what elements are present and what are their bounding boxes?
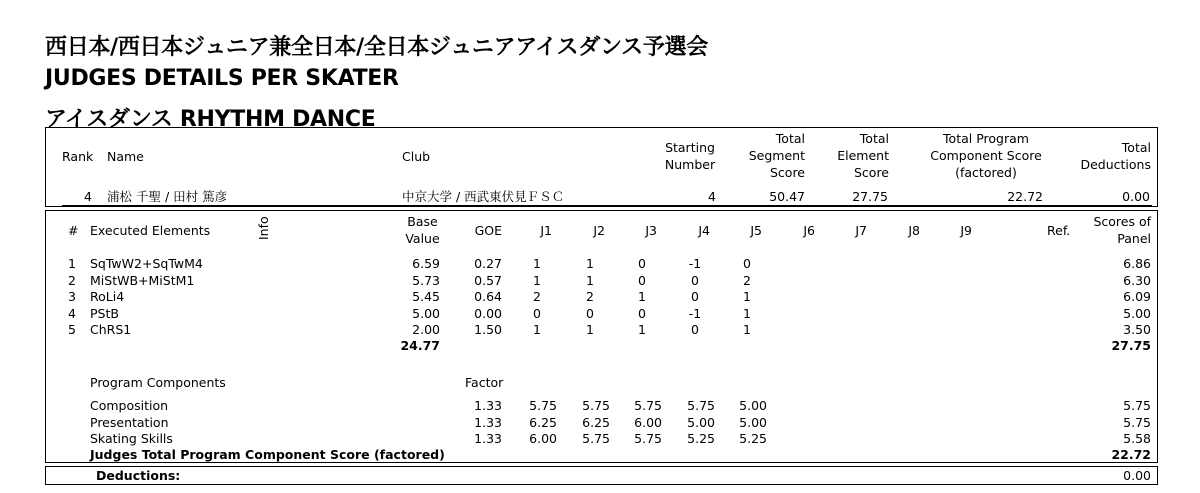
report-title: JUDGES DETAILS PER SKATER <box>45 66 399 91</box>
element-goe: 0.57 <box>474 272 502 288</box>
element-j1-score: 2 <box>533 289 541 305</box>
element-j1-score: 1 <box>533 272 541 288</box>
deductions-footer-value: 0.00 <box>1123 468 1151 483</box>
component-panel-score: 5.58 <box>1123 431 1151 447</box>
element-base-value: 6.59 <box>412 256 440 271</box>
deductions-box <box>45 466 1158 485</box>
component-factor: 1.33 <box>474 398 502 413</box>
element-j5-score: 0 <box>743 256 751 271</box>
j3-header: J3 <box>645 223 657 238</box>
segment-title: アイスダンス RHYTHM DANCE <box>45 107 376 132</box>
judges-total-value: 22.72 <box>1111 447 1151 462</box>
element-base-value: 5.45 <box>412 289 440 305</box>
element-j5-score: 1 <box>743 322 751 338</box>
component-j2-score: 5.75 <box>582 431 610 447</box>
event-title: 西日本/西日本ジュニア兼全日本/全日本ジュニアアイスダンス予選会 <box>45 35 708 60</box>
element-goe: 1.50 <box>474 322 502 338</box>
element-j1-score: 0 <box>533 305 541 321</box>
skater-starting-number: 4 <box>708 189 716 204</box>
skater-tss: 50.47 <box>769 189 805 204</box>
element-j3-score: 0 <box>638 305 646 321</box>
scores-of-panel-header: Scores of Panel <box>1093 214 1151 246</box>
starting-number-label: Starting Number <box>664 140 716 172</box>
element-panel-score: 6.30 <box>1123 272 1151 288</box>
rank-label: Rank <box>62 149 94 164</box>
component-name: Composition <box>90 398 169 413</box>
skater-deductions: 0.00 <box>1122 189 1150 204</box>
j7-header: J7 <box>855 223 867 238</box>
element-goe: 0.27 <box>474 256 502 271</box>
deductions-footer-label: Deductions: <box>96 468 181 483</box>
component-j3-score: 6.00 <box>634 414 662 430</box>
tes-label: Total Element Score <box>837 131 889 180</box>
club-label: Club <box>402 149 431 164</box>
name-label: Name <box>107 149 144 164</box>
element-j2-score: 2 <box>586 289 594 305</box>
skater-club: 中京大学 / 西武東伏見ＦＳＣ <box>402 189 565 204</box>
j8-header: J8 <box>908 223 920 238</box>
component-j5-score: 5.00 <box>739 414 767 430</box>
element-name: ChRS1 <box>90 322 132 338</box>
element-j3-score: 0 <box>638 272 646 288</box>
goe-header: GOE <box>474 223 502 238</box>
component-j1-score: 6.00 <box>529 431 557 447</box>
element-goe: 0.00 <box>474 305 502 321</box>
component-j1-score: 5.75 <box>529 398 557 413</box>
j5-header: J5 <box>750 223 762 238</box>
component-j3-score: 5.75 <box>634 398 662 413</box>
component-factor: 1.33 <box>474 414 502 430</box>
j2-header: J2 <box>593 223 605 238</box>
component-name: Skating Skills <box>90 431 173 447</box>
j1-header: J1 <box>540 223 552 238</box>
pcs-label: Total Program Component Score (factored) <box>930 131 1042 180</box>
deductions-label: Total Deductions <box>1080 140 1151 172</box>
element-j2-score: 1 <box>586 322 594 338</box>
base-value-total: 24.77 <box>400 338 440 353</box>
element-panel-score: 5.00 <box>1123 305 1151 321</box>
element-number: 4 <box>68 305 76 321</box>
component-j1-score: 6.25 <box>529 414 557 430</box>
element-base-value: 5.00 <box>412 305 440 321</box>
component-j4-score: 5.25 <box>687 431 715 447</box>
element-name: SqTwW2+SqTwM4 <box>90 256 203 271</box>
component-j3-score: 5.75 <box>634 431 662 447</box>
elements-panel-total: 27.75 <box>1111 338 1151 353</box>
element-j2-score: 1 <box>586 256 594 271</box>
element-base-value: 2.00 <box>412 322 440 338</box>
judges-total-underline <box>90 462 404 463</box>
element-j4-score: 0 <box>691 289 699 305</box>
j9-header: J9 <box>960 223 972 238</box>
element-j4-score: 0 <box>691 322 699 338</box>
element-panel-score: 6.86 <box>1123 256 1151 271</box>
ref-header: Ref. <box>1047 223 1071 238</box>
element-j3-score: 0 <box>638 256 646 271</box>
executed-elements-header: Executed Elements <box>90 223 211 238</box>
element-number: 5 <box>68 322 76 338</box>
program-components-header: Program Components <box>90 375 226 390</box>
component-factor: 1.33 <box>474 431 502 447</box>
element-j3-score: 1 <box>638 322 646 338</box>
element-j1-score: 1 <box>533 256 541 271</box>
element-j2-score: 1 <box>586 272 594 288</box>
j6-header: J6 <box>803 223 815 238</box>
component-j4-score: 5.00 <box>687 414 715 430</box>
info-header: Info <box>256 216 271 240</box>
component-j5-score: 5.25 <box>739 431 767 447</box>
element-j3-score: 1 <box>638 289 646 305</box>
base-value-header: Base Value <box>405 214 440 246</box>
element-number-header: # <box>68 223 79 238</box>
skater-pcs: 22.72 <box>1007 189 1043 204</box>
element-panel-score: 6.09 <box>1123 289 1151 305</box>
element-j4-score: -1 <box>688 305 702 321</box>
j4-header: J4 <box>698 223 710 238</box>
element-number: 2 <box>68 272 76 288</box>
element-number: 1 <box>68 256 76 271</box>
component-j2-score: 6.25 <box>582 414 610 430</box>
skater-tes: 27.75 <box>852 189 888 204</box>
element-j5-score: 2 <box>743 272 751 288</box>
component-j5-score: 5.00 <box>739 398 767 413</box>
skater-name: 浦松 千聖 / 田村 篤彦 <box>107 189 228 204</box>
element-panel-score: 3.50 <box>1123 322 1151 338</box>
factor-header: Factor <box>465 375 504 390</box>
element-goe: 0.64 <box>474 289 502 305</box>
element-base-value: 5.73 <box>412 272 440 288</box>
component-j2-score: 5.75 <box>582 398 610 413</box>
element-j2-score: 0 <box>586 305 594 321</box>
element-j1-score: 1 <box>533 322 541 338</box>
component-j4-score: 5.75 <box>687 398 715 413</box>
element-name: PStB <box>90 305 119 321</box>
element-number: 3 <box>68 289 76 305</box>
component-name: Presentation <box>90 414 169 430</box>
element-j4-score: 0 <box>691 272 699 288</box>
element-j5-score: 1 <box>743 289 751 305</box>
tss-label: Total Segment Score <box>748 131 805 180</box>
element-j4-score: -1 <box>688 256 702 271</box>
component-panel-score: 5.75 <box>1123 414 1151 430</box>
element-name: RoLi4 <box>90 289 125 305</box>
component-panel-score: 5.75 <box>1123 398 1151 413</box>
element-j5-score: 1 <box>743 305 751 321</box>
element-name: MiStWB+MiStM1 <box>90 272 195 288</box>
skater-rank: 4 <box>84 189 92 204</box>
judges-total-label: Judges Total Program Component Score (factored) <box>90 447 445 462</box>
skater-row-underline <box>62 205 1152 206</box>
